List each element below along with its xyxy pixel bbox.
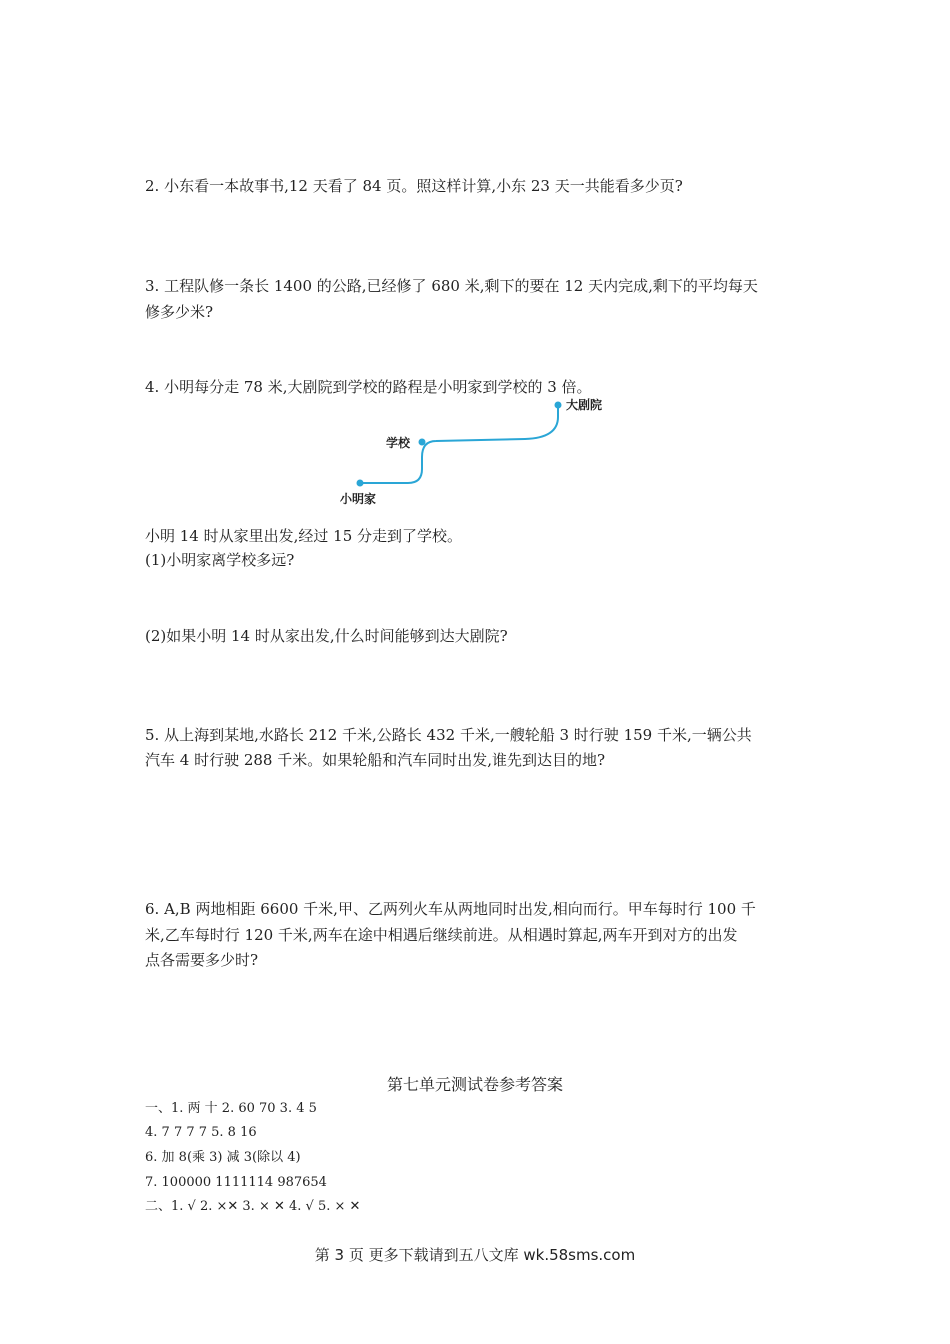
question-5-line-2: 汽车 4 时行驶 288 千米。如果轮船和汽车同时出发,谁先到达目的地? <box>145 751 606 769</box>
home-marker <box>357 480 364 487</box>
question-4-sub-1: (1)小明家离学校多远? <box>145 551 295 569</box>
question-6-line-3: 点各需要多少时? <box>145 951 259 969</box>
school-label: 学校 <box>386 436 411 450</box>
question-3-line-2: 修多少米? <box>145 303 214 321</box>
answer-line-4: 7. 100000 1111114 987654 <box>145 1175 327 1190</box>
answer-line-2: 4. 7 7 7 7 5. 8 16 <box>145 1125 257 1140</box>
school-marker <box>419 439 426 446</box>
question-3-line-1: 3. 工程队修一条长 1400 的公路,已经修了 680 米,剩下的要在 12 天内完成,剩下的平均每天 <box>145 277 758 295</box>
answer-line-5: 二、1. √ 2. ×✕ 3. × ✕ 4. √ 5. × ✕ <box>145 1199 361 1214</box>
question-4-info: 小明 14 时从家里出发,经过 15 分走到了学校。 <box>145 527 463 545</box>
page-footer: 第 3 页 更多下载请到五八文库 wk.58sms.com <box>314 1246 636 1264</box>
answer-line-3: 6. 加 8(乘 3) 减 3(除以 4) <box>145 1150 301 1165</box>
question-6-line-2: 米,乙车每时行 120 千米,两车在途中相遇后继续前进。从相遇时算起,两车开到对方的出发 <box>145 926 738 944</box>
question-4: 4. 小明每分走 78 米,大剧院到学校的路程是小明家到学校的 3 倍。 <box>145 378 592 396</box>
question-4-sub-2: (2)如果小明 14 时从家出发,什么时间能够到达大剧院? <box>145 627 508 645</box>
question-6-line-1: 6. A,B 两地相距 6600 千米,甲、乙两列火车从两地同时出发,相向而行。甲车每时行 100 千 <box>145 900 756 918</box>
theater-marker <box>555 402 562 409</box>
theater-label: 大剧院 <box>566 398 603 412</box>
question-5-line-1: 5. 从上海到某地,水路长 212 千米,公路长 432 千米,一艘轮船 3 时行驶 159 千米,一辆公共 <box>145 726 752 744</box>
question-2: 2. 小东看一本故事书,12 天看了 84 页。照这样计算,小东 23 天一共能看多少页? <box>145 177 683 195</box>
home-label: 小明家 <box>340 492 377 506</box>
answers-title: 第七单元测试卷参考答案 <box>386 1075 563 1094</box>
route-map <box>330 395 630 510</box>
answer-line-1: 一、1. 两 十 2. 60 70 3. 4 5 <box>145 1101 317 1116</box>
